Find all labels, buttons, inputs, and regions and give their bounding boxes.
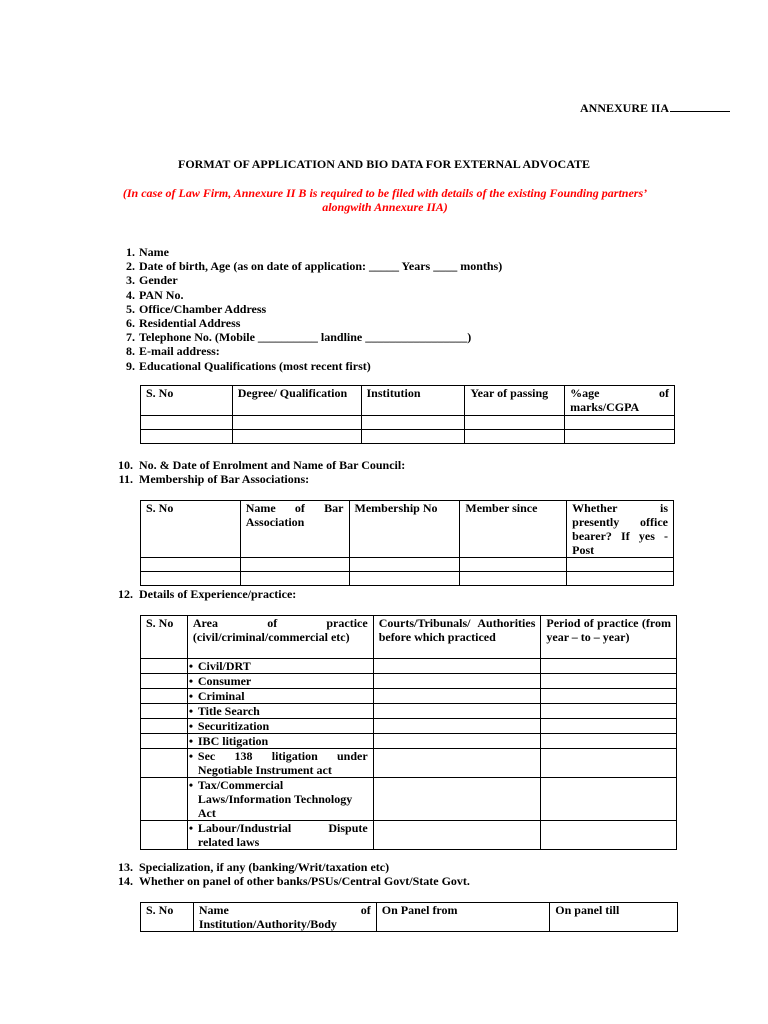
list-item: 14 . Whether on panel of other banks/PSUs/Central Govt/State Govt.	[113, 874, 470, 888]
table-cell[interactable]	[141, 416, 233, 430]
panel-details-list	[113, 860, 470, 888]
practice-area-cell: • Civil/DRT	[187, 659, 373, 674]
list-item: 1 . Name	[117, 245, 502, 259]
list-item: 10 . No. & Date of Enrolment and Name of Bar Council:	[113, 458, 405, 472]
table-cell[interactable]	[141, 734, 188, 749]
table-header: Period of practice (from year – to – year)	[541, 616, 677, 659]
table-cell[interactable]	[141, 558, 241, 572]
table-cell[interactable]	[541, 689, 677, 704]
table-cell[interactable]	[141, 430, 233, 444]
list-item: 3 . Gender	[117, 273, 502, 287]
table-cell[interactable]	[141, 689, 188, 704]
practice-area-cell: • Sec 138 litigation under Negotiable Instrument act	[187, 749, 373, 778]
table-cell[interactable]	[541, 821, 677, 850]
table-header: Whether is presently office bearer? If yes - Post	[567, 501, 674, 558]
practice-area-cell: • Consumer	[187, 674, 373, 689]
bullet-icon: •	[188, 704, 194, 718]
table-cell[interactable]	[141, 659, 188, 674]
table-cell[interactable]	[373, 674, 541, 689]
list-item: 8 . E-mail address:	[117, 344, 502, 358]
practice-area-cell: • Securitization	[187, 719, 373, 734]
table-cell[interactable]	[373, 704, 541, 719]
table-header: Membership No	[349, 501, 460, 558]
table-header: S. No	[141, 616, 188, 659]
table-cell[interactable]	[541, 749, 677, 778]
table-cell[interactable]	[141, 749, 188, 778]
table-cell[interactable]	[373, 821, 541, 850]
table-cell[interactable]	[240, 558, 349, 572]
table-cell[interactable]	[232, 430, 361, 444]
table-cell[interactable]	[565, 430, 675, 444]
table-row	[141, 416, 675, 430]
table-header: %age of marks/CGPA	[565, 386, 675, 416]
table-row	[141, 674, 677, 689]
table-row	[141, 572, 674, 586]
table-cell[interactable]	[460, 572, 567, 586]
table-header: On panel till	[550, 903, 678, 932]
table-row	[141, 734, 677, 749]
table-cell[interactable]	[465, 430, 565, 444]
experience-table	[140, 615, 677, 850]
list-item: 9 . Educational Qualifications (most recent first)	[117, 359, 502, 373]
bullet-icon: •	[188, 749, 194, 763]
table-header: Degree/ Qualification	[232, 386, 361, 416]
table-cell[interactable]	[541, 734, 677, 749]
table-cell[interactable]	[541, 704, 677, 719]
practice-area-cell: • Tax/Commercial Laws/Information Technology Act	[187, 778, 373, 821]
table-cell[interactable]	[349, 558, 460, 572]
table-header: Courts/Tribunals/ Authorities before which practiced	[373, 616, 541, 659]
table-cell[interactable]	[141, 821, 188, 850]
table-cell[interactable]	[373, 659, 541, 674]
experience-list	[113, 587, 296, 601]
table-row	[141, 778, 677, 821]
table-header: S. No	[141, 903, 194, 932]
bullet-icon: •	[188, 821, 194, 835]
table-cell[interactable]	[361, 430, 465, 444]
table-cell[interactable]	[465, 416, 565, 430]
table-row	[141, 704, 677, 719]
bullet-icon: •	[188, 659, 194, 673]
list-item: 13 . Specialization, if any (banking/Writ/taxation etc)	[113, 860, 470, 874]
table-cell[interactable]	[373, 719, 541, 734]
law-firm-note	[95, 186, 675, 214]
table-row	[141, 749, 677, 778]
bullet-icon: •	[188, 719, 194, 733]
table-cell[interactable]	[541, 659, 677, 674]
table-cell[interactable]	[460, 558, 567, 572]
bullet-icon: •	[188, 674, 194, 688]
practice-area-cell: • Criminal	[187, 689, 373, 704]
table-cell[interactable]	[541, 719, 677, 734]
table-header: Member since	[460, 501, 567, 558]
table-row	[141, 430, 675, 444]
table-cell[interactable]	[141, 674, 188, 689]
list-item: 2 . Date of birth, Age (as on date of application: _____ Years ____ months)	[117, 259, 502, 273]
table-cell[interactable]	[373, 749, 541, 778]
list-item: 6 . Residential Address	[117, 316, 502, 330]
table-header: Name of Bar Association	[240, 501, 349, 558]
personal-details-list	[117, 245, 502, 373]
table-cell[interactable]	[232, 416, 361, 430]
bullet-icon: •	[188, 689, 194, 703]
table-header: Area of practice (civil/criminal/commercial etc)	[187, 616, 373, 659]
table-cell[interactable]	[141, 704, 188, 719]
table-cell[interactable]	[141, 572, 241, 586]
table-cell[interactable]	[373, 778, 541, 821]
table-header: Institution	[361, 386, 465, 416]
bullet-icon: •	[188, 734, 194, 748]
list-item: 12 . Details of Experience/practice:	[113, 587, 296, 601]
bar-details-list	[113, 458, 405, 486]
practice-area-cell: • IBC litigation	[187, 734, 373, 749]
table-cell[interactable]	[141, 778, 188, 821]
table-header: Year of passing	[465, 386, 565, 416]
education-table	[140, 385, 675, 444]
table-cell[interactable]	[541, 674, 677, 689]
table-cell[interactable]	[373, 689, 541, 704]
table-header: On Panel from	[376, 903, 550, 932]
table-cell[interactable]	[373, 734, 541, 749]
table-cell[interactable]	[240, 572, 349, 586]
bar-association-table	[140, 500, 674, 586]
table-cell[interactable]	[565, 416, 675, 430]
table-row	[141, 558, 674, 572]
law-firm-note-line-2: alongwith Annexure IIA)	[322, 200, 448, 214]
table-header: Name of Institution/Authority/Body	[193, 903, 376, 932]
table-cell[interactable]	[349, 572, 460, 586]
bullet-icon: •	[188, 778, 194, 792]
list-item: 7 . Telephone No. (Mobile __________ landline _________________)	[117, 330, 502, 344]
table-cell[interactable]	[567, 558, 674, 572]
table-header: S. No	[141, 501, 241, 558]
practice-area-cell: • Title Search	[187, 704, 373, 719]
annexure-label: ANNEXURE IIA	[580, 101, 730, 116]
table-row	[141, 689, 677, 704]
table-header: S. No	[141, 386, 233, 416]
list-item: 11 . Membership of Bar Associations:	[113, 472, 405, 486]
page-title: FORMAT OF APPLICATION AND BIO DATA FOR EXTERNAL ADVOCATE	[177, 157, 591, 171]
table-row	[141, 659, 677, 674]
table-cell[interactable]	[567, 572, 674, 586]
annexure-blank-line	[670, 101, 730, 112]
list-item: 5 . Office/Chamber Address	[117, 302, 502, 316]
table-row	[141, 821, 677, 850]
table-cell[interactable]	[141, 719, 188, 734]
panel-table	[140, 902, 678, 932]
law-firm-note-line-1: (In case of Law Firm, Annexure II B is required to be filed with details of the existing Founding partners’	[122, 186, 648, 200]
practice-area-cell: • Labour/Industrial Dispute related laws	[187, 821, 373, 850]
table-cell[interactable]	[541, 778, 677, 821]
list-item: 4 . PAN No.	[117, 288, 502, 302]
table-row	[141, 719, 677, 734]
table-cell[interactable]	[361, 416, 465, 430]
